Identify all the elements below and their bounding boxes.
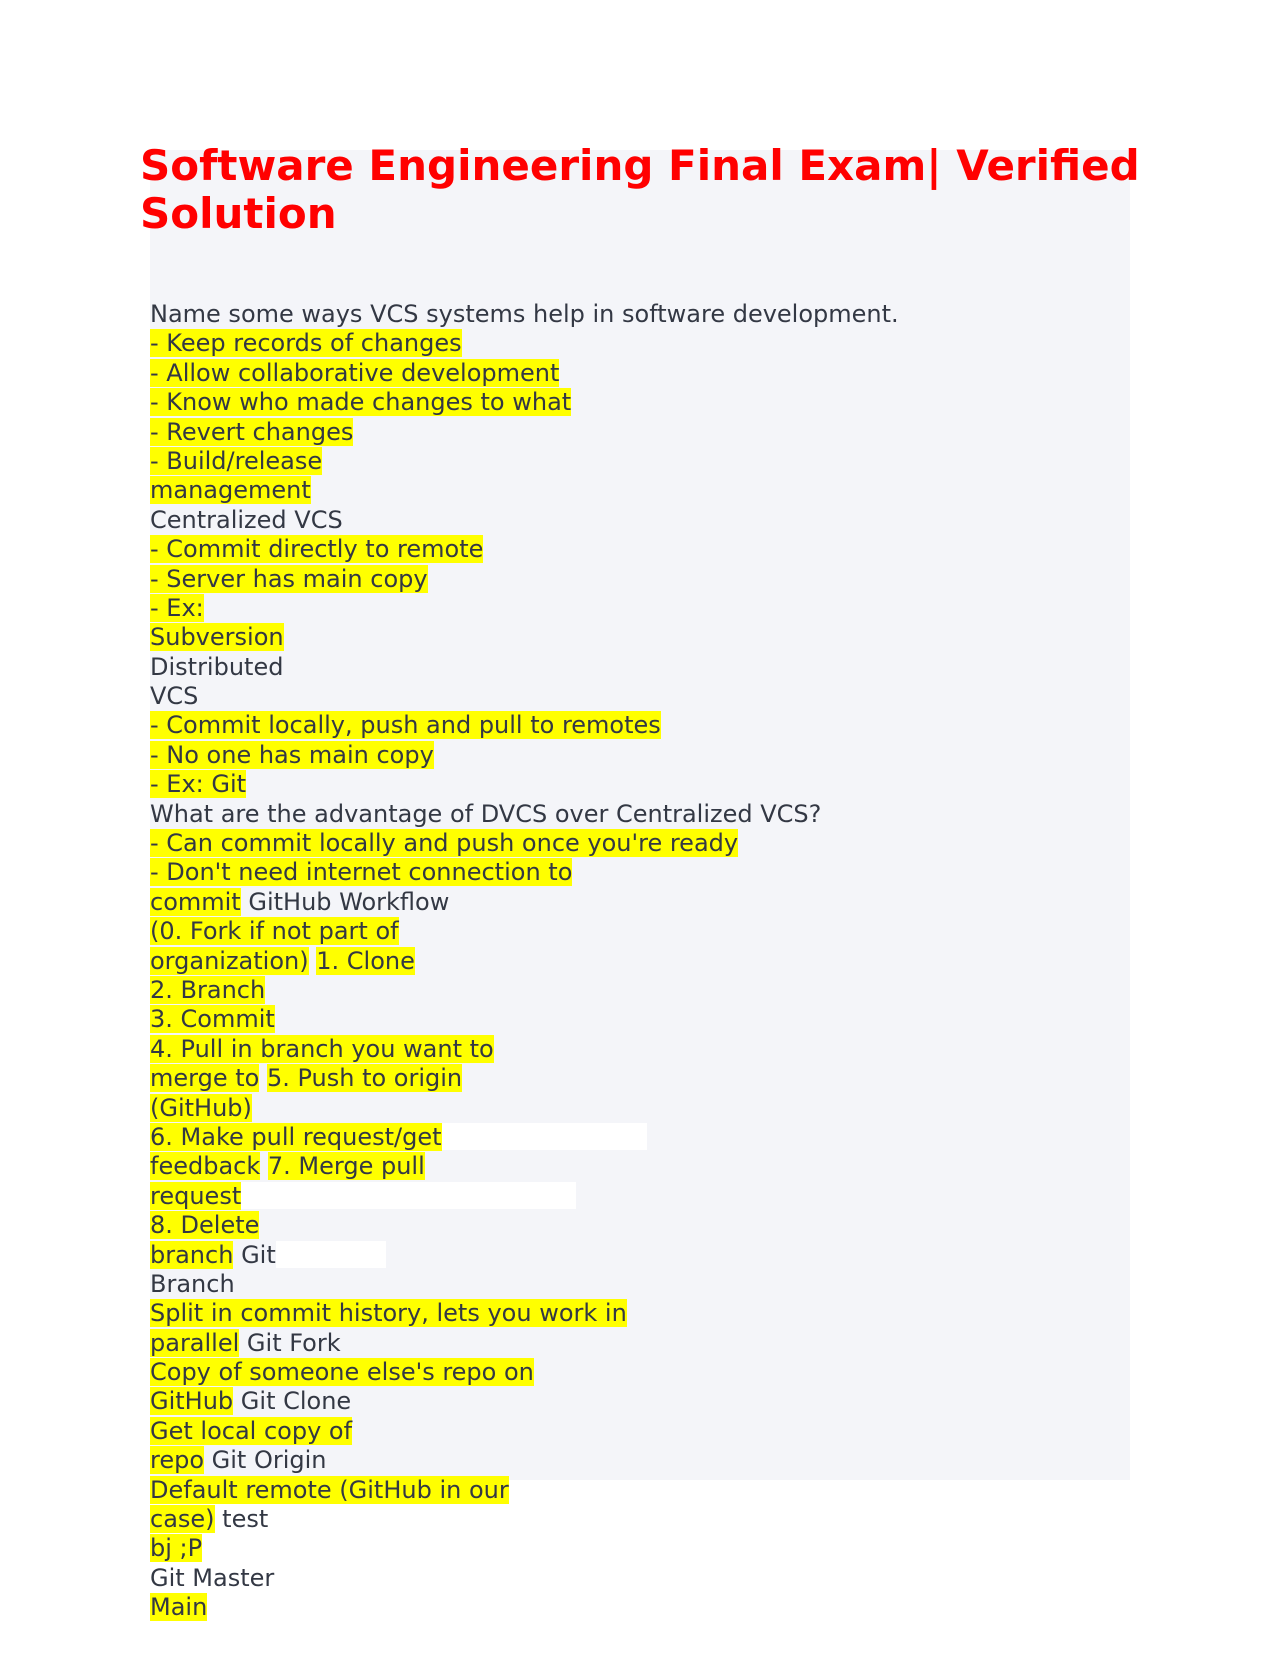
highlighted-text: feedback: [150, 1152, 261, 1181]
highlighted-text: - Commit locally, push and pull to remotes: [150, 711, 661, 740]
plain-text: test: [214, 1505, 269, 1534]
highlighted-text: branch: [150, 1240, 234, 1269]
text-line: [150, 623, 1130, 652]
highlighted-text: parallel: [150, 1328, 240, 1357]
redaction-box: [442, 1123, 647, 1150]
text-line: [150, 1593, 1130, 1622]
plain-text: Branch: [150, 1269, 235, 1298]
text-line: [150, 888, 1130, 917]
plain-text: [260, 1152, 268, 1180]
highlighted-text: Copy of someone else's repo on: [150, 1358, 534, 1387]
highlighted-text: - Server has main copy: [150, 564, 428, 593]
highlighted-text: 4. Pull in branch you want to: [150, 1034, 494, 1063]
highlighted-text: - Keep records of changes: [150, 329, 462, 358]
text-line: [150, 300, 1130, 329]
highlighted-text: 6. Make pull request/get: [150, 1122, 442, 1151]
text-line: [150, 682, 1130, 711]
plain-text: Centralized VCS: [150, 505, 343, 534]
text-line: [150, 359, 1130, 388]
text-line: [150, 329, 1130, 358]
highlighted-text: 2. Branch: [150, 975, 266, 1004]
highlighted-text: - Can commit locally and push once you're ready: [150, 829, 739, 858]
text-line: [150, 858, 1130, 887]
text-line: [150, 476, 1130, 505]
highlighted-text: merge to: [150, 1064, 260, 1093]
text-line: [150, 565, 1130, 594]
highlighted-text: Default remote (GitHub in our: [150, 1475, 509, 1504]
text-line: [150, 1564, 1130, 1593]
text-line: [150, 418, 1130, 447]
highlighted-text: Subversion: [150, 623, 284, 652]
text-line: [150, 1446, 1130, 1475]
text-line: [150, 1094, 1130, 1123]
highlighted-text: - Allow collaborative development: [150, 358, 560, 387]
text-line: [150, 653, 1130, 682]
text-line: [150, 1123, 1130, 1152]
text-line: [150, 1005, 1130, 1034]
text-line: [150, 947, 1130, 976]
plain-text: Name some ways VCS systems help in software development.: [150, 300, 899, 328]
plain-text: What are the advantage of DVCS over Centralized VCS?: [150, 799, 822, 828]
text-line: [150, 1270, 1130, 1299]
highlighted-text: - Build/release: [150, 446, 323, 475]
highlighted-text: - Know who made changes to what: [150, 388, 572, 417]
highlighted-text: management: [150, 476, 311, 505]
highlighted-text: Get local copy of: [150, 1416, 353, 1445]
text-line: [150, 711, 1130, 740]
text-line: [150, 1152, 1130, 1181]
highlighted-text: 5. Push to origin: [266, 1064, 463, 1093]
highlighted-text: - Revert changes: [150, 417, 354, 446]
highlighted-text: - Don't need internet connection to: [150, 858, 573, 887]
plain-text: Git Clone: [233, 1387, 352, 1416]
highlighted-text: - Ex: Git: [150, 770, 247, 799]
text-line: [150, 1358, 1130, 1387]
plain-text: Git Fork: [239, 1328, 341, 1357]
redaction-box: [276, 1241, 386, 1268]
text-line: [150, 1329, 1130, 1358]
highlighted-text: - No one has main copy: [150, 740, 434, 769]
plain-text: Git: [233, 1240, 276, 1269]
highlighted-text: 1. Clone: [316, 946, 415, 975]
text-line: [150, 741, 1130, 770]
text-line: [150, 1417, 1130, 1446]
highlighted-text: Split in commit history, lets you work in: [150, 1299, 627, 1328]
text-line: [150, 1241, 1130, 1270]
highlighted-text: case): [150, 1505, 215, 1534]
text-line: [150, 1299, 1130, 1328]
document-title: Software Engineering Final Exam| Verified Solution: [140, 141, 1140, 238]
highlighted-text: organization): [150, 946, 309, 975]
highlighted-text: GitHub: [150, 1387, 234, 1416]
highlighted-text: - Commit directly to remote: [150, 535, 484, 564]
plain-text: [259, 1064, 267, 1092]
highlighted-text: (0. Fork if not part of: [150, 917, 399, 946]
text-line: [150, 447, 1130, 476]
text-line: [150, 976, 1130, 1005]
plain-text: Git Origin: [204, 1446, 327, 1475]
text-line: [150, 1387, 1130, 1416]
plain-text: VCS: [150, 682, 199, 711]
text-line: [150, 1505, 1130, 1534]
text-line: [150, 506, 1130, 535]
plain-text: GitHub Workflow: [240, 887, 450, 916]
text-line: [150, 1476, 1130, 1505]
text-line: [150, 388, 1130, 417]
document-body: [150, 300, 1130, 1623]
text-line: [150, 535, 1130, 564]
highlighted-text: bj ;P: [150, 1534, 203, 1563]
text-line: [150, 594, 1130, 623]
text-line: [150, 1035, 1130, 1064]
text-line: [150, 1534, 1130, 1563]
highlighted-text: Main: [150, 1593, 208, 1622]
highlighted-text: 7. Merge pull: [267, 1152, 425, 1181]
plain-text: Git Master: [150, 1563, 275, 1592]
text-line: [150, 829, 1130, 858]
plain-text: Distributed: [150, 652, 284, 681]
text-line: [150, 1064, 1130, 1093]
highlighted-text: - Ex:: [150, 593, 204, 622]
text-line: [150, 800, 1130, 829]
highlighted-text: repo: [150, 1446, 205, 1475]
redaction-box: [241, 1182, 576, 1209]
highlighted-text: commit: [150, 887, 241, 916]
text-line: [150, 770, 1130, 799]
highlighted-text: request: [150, 1181, 242, 1210]
highlighted-text: 3. Commit: [150, 1005, 275, 1034]
text-line: [150, 1211, 1130, 1240]
highlighted-text: (GitHub): [150, 1093, 252, 1122]
text-line: [150, 1182, 1130, 1211]
text-line: [150, 917, 1130, 946]
highlighted-text: 8. Delete: [150, 1211, 260, 1240]
